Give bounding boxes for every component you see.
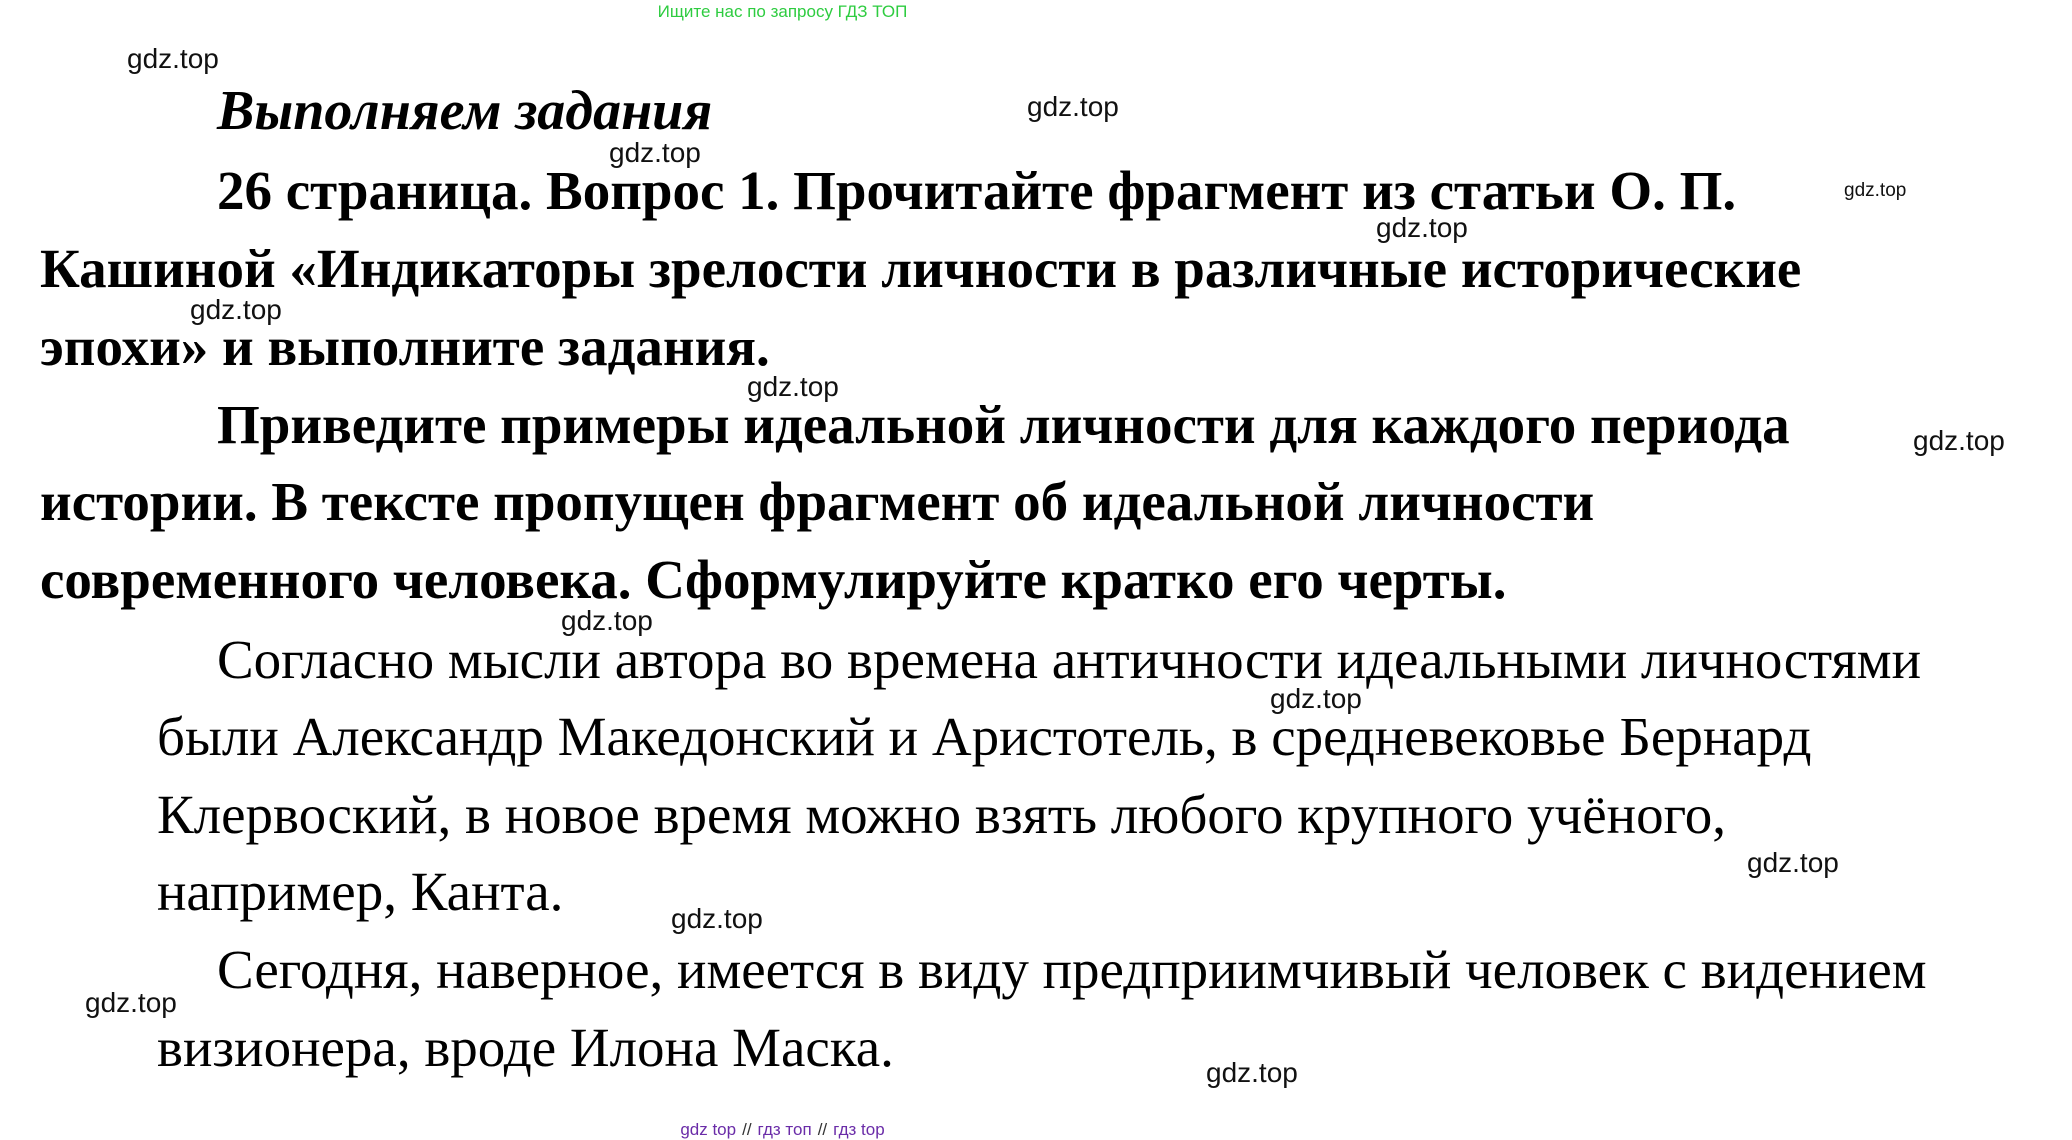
watermark: gdz.top	[190, 294, 282, 325]
search-banner: Ищите нас по запросу ГДЗ ТОП	[657, 2, 908, 21]
watermark: gdz.top	[1844, 180, 1907, 201]
question-line: эпохи» и выполните задания.	[40, 316, 770, 377]
footer-links	[0, 1120, 1565, 1140]
answer-line: визионера, вроде Илона Маска.	[157, 1017, 894, 1078]
answer-line: Согласно мысли автора во времена античности идеальными личностями	[217, 629, 1922, 690]
watermark: gdz.top	[1376, 212, 1468, 243]
watermark: gdz.top	[561, 605, 653, 636]
watermark: gdz.top	[1270, 683, 1362, 714]
footer-link[interactable]: gdz top	[680, 1120, 737, 1139]
watermark: gdz.top	[1027, 91, 1119, 122]
watermark: gdz.top	[1747, 847, 1839, 878]
watermark: gdz.top	[127, 43, 219, 74]
question-line: Кашиной «Индикаторы зрелости личности в различные исторические	[40, 238, 1802, 299]
footer-link[interactable]: гдз топ	[757, 1120, 812, 1139]
footer-separator: //	[742, 1120, 752, 1139]
watermark: gdz.top	[671, 903, 763, 934]
question-line: 26 страница. Вопрос 1. Прочитайте фрагмент из статьи О. П.	[217, 160, 1737, 221]
task-line: Приведите примеры идеальной личности для каждого периода	[217, 394, 1790, 455]
answer-line: Сегодня, наверное, имеется в виду предприимчивый человек с видением	[217, 939, 1927, 1000]
watermark: gdz.top	[1913, 425, 2005, 456]
watermark: gdz.top	[1206, 1057, 1298, 1088]
answer-line: например, Канта.	[157, 861, 564, 922]
watermark: gdz.top	[85, 987, 177, 1018]
task-line: истории. В тексте пропущен фрагмент об идеальной личности	[40, 471, 1595, 532]
task-line: современного человека. Сформулируйте кратко его черты.	[40, 549, 1507, 610]
footer-separator: //	[817, 1120, 828, 1139]
answer-line: Клервоский, в новое время можно взять любого крупного учёного,	[157, 784, 1727, 845]
footer-link[interactable]: гдз top	[833, 1120, 885, 1139]
watermark: gdz.top	[609, 137, 701, 168]
answer-line: были Александр Македонский и Аристотель, в средневековье Бернард	[157, 706, 1812, 767]
section-heading: Выполняем задания	[217, 80, 713, 142]
watermark: gdz.top	[747, 371, 839, 402]
